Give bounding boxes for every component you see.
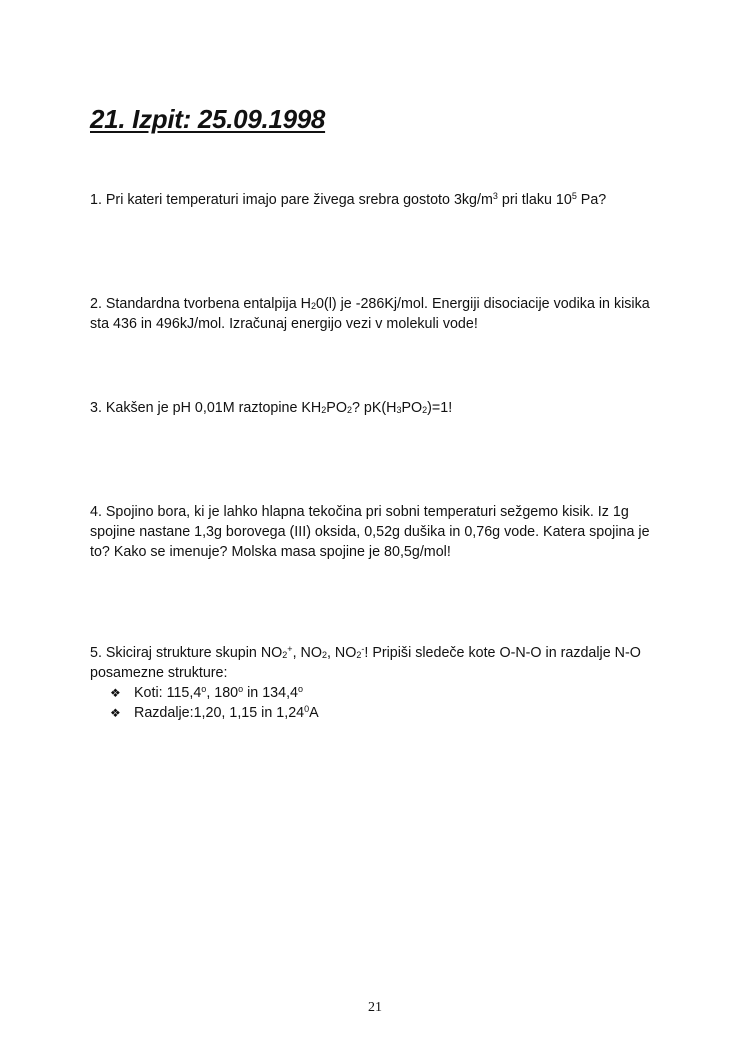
question-3-text: PO	[401, 400, 423, 416]
superscript: o	[201, 684, 207, 694]
superscript: 3	[492, 191, 498, 201]
superscript: o	[238, 684, 244, 694]
question-5-text-part: 5. Skiciraj strukture skupin NO	[90, 645, 283, 661]
bullet-item-distances	[90, 703, 650, 723]
bullet-text: Koti: 115,4	[134, 685, 202, 701]
question-1-text: Pa?	[576, 192, 607, 208]
bullet-text: in 134,4	[243, 685, 298, 701]
bullet-text: A	[309, 705, 319, 721]
question-2	[90, 294, 670, 334]
bullet-list	[90, 683, 650, 723]
page-number: 21	[368, 1000, 382, 1015]
question-2-text: 2. Standardna tvorbena entalpija H	[90, 296, 311, 312]
page-title: 21. Izpit: 25.09.1998	[90, 104, 326, 134]
subscript: 2	[282, 650, 288, 660]
question-5-text-part: , NO	[292, 645, 322, 661]
superscript: -	[361, 644, 365, 654]
question-3	[90, 398, 670, 418]
question-2-text: 0(l) je -286Kj/mol. Energiji disociacije vodika in kisika sta 436 in 496kJ/mol. Izračunaj energijo vezi v molekuli vode!	[90, 296, 650, 332]
subscript: 2	[310, 301, 316, 311]
superscript: o	[298, 684, 304, 694]
question-3-text: )=1!	[427, 400, 453, 416]
diamond-bullet-icon: ❖	[110, 686, 121, 700]
question-1-text: 1. Pri kateri temperaturi imajo pare živega srebra gostoto 3kg/m	[90, 192, 493, 208]
question-5-text-part: ! Pripiši sledeče kote O-N-O in razdalje N-O posamezne strukture:	[90, 645, 641, 681]
subscript: 2	[321, 405, 327, 415]
question-4: 4. Spojino bora, ki je lahko hlapna tekočina pri sobni temperaturi sežgemo kisik. Iz 1g spojine nastane 1,3g borovega (III) oksida, 0,52g dušika in 0,76g vode. Katera spojina je to? Kako se imenuje? Molska masa spojine je 80,5g/mol!	[90, 504, 650, 560]
question-5-text-part: , NO	[326, 645, 357, 661]
question-3-text: 3. Kakšen je pH 0,01M raztopine KH	[90, 400, 322, 416]
subscript: 2	[422, 405, 428, 415]
question-5	[90, 643, 650, 723]
superscript: +	[287, 644, 293, 654]
bullet-item-angles	[90, 683, 650, 703]
question-5-text	[90, 643, 650, 683]
subscript: 2	[321, 650, 327, 660]
bullet-text: Razdalje:1,20, 1,15 in 1,24	[134, 705, 305, 721]
superscript: 0	[304, 704, 310, 714]
subscript: 2	[346, 405, 352, 415]
subscript: 2	[356, 650, 362, 660]
diamond-bullet-icon: ❖	[110, 706, 121, 720]
bullet-text: , 180	[206, 685, 239, 701]
superscript: 5	[571, 191, 577, 201]
question-1	[90, 190, 670, 210]
question-3-text: PO	[326, 400, 347, 416]
subscript: 3	[396, 405, 402, 415]
question-1-text: pri tlaku 10	[497, 192, 572, 208]
question-3-text: ? pK(H	[351, 400, 397, 416]
